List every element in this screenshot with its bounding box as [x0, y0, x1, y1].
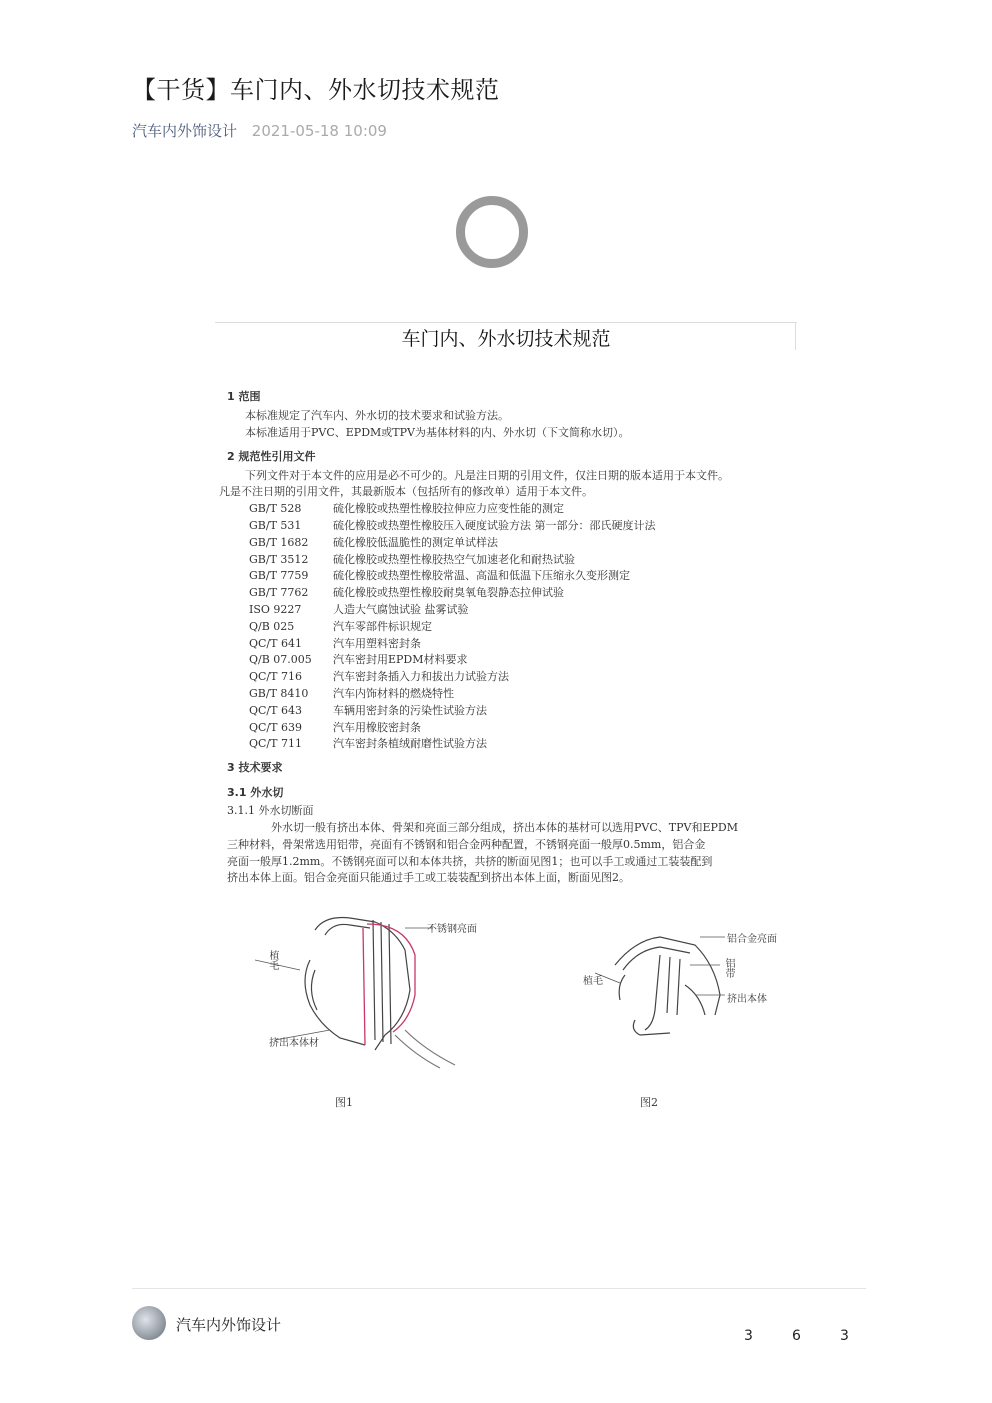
section-1-para-1: 本标准规定了汽车内、外水切的技术要求和试验方法。: [245, 409, 509, 422]
section-3-1-1-line-3: 亮面一般厚1.2mm。不锈钢亮面可以和本体共挤，共挤的断面见图1；也可以手工或通过工装装配到: [227, 854, 713, 868]
reference-code: GB/T 7762: [249, 586, 309, 600]
reference-code: Q/B 025: [249, 619, 295, 633]
reference-name: 汽车密封条植绒耐磨性试验方法: [333, 737, 487, 751]
reference-name: 汽车用橡胶密封条: [333, 720, 421, 734]
figures-area: [255, 910, 795, 1110]
reference-code: GB/T 3512: [249, 552, 309, 566]
footer-count-2: 6: [792, 1328, 801, 1344]
footer-count-3: 3: [840, 1328, 849, 1344]
footer-divider: [132, 1288, 866, 1289]
reference-name: 硫化橡胶低温脆性的测定单试样法: [333, 535, 498, 549]
reference-name: 硫化橡胶或热塑性橡胶热空气加速老化和耐热试验: [333, 552, 575, 566]
section-3-1-1-line-4: 挤出本体上面。铝合金亮面只能通过手工或工装装配到挤出本体上面，断面见图2。: [227, 871, 630, 885]
publish-date: 2021-05-18 10:09: [251, 122, 387, 140]
figure-2-label-flock: 植毛: [583, 976, 603, 987]
reference-name: 汽车零部件标识规定: [333, 619, 432, 633]
figure-2-label-frame: 铝带: [723, 958, 734, 978]
reference-item: [249, 518, 805, 535]
figure-2-label-body: 挤出本体: [727, 994, 767, 1005]
figure-2-caption: 图2: [640, 1096, 658, 1109]
reference-code: QC/T 641: [249, 636, 302, 650]
section-2-para-1: 下列文件对于本文件的应用是必不可少的。凡是注日期的引用文件，仅注日期的版本适用于本文件。: [245, 468, 729, 482]
reference-name: 硫化橡胶或热塑性橡胶耐臭氧龟裂静态拉伸试验: [333, 586, 564, 600]
reference-code: GB/T 8410: [249, 686, 309, 700]
doc-body: [215, 382, 805, 887]
reference-item: [249, 652, 805, 669]
section-3-1-1-line-1: 外水切一般有挤出本体、骨架和亮面三部分组成，挤出本体的基材可以选用PVC、TPV和EPDM: [271, 820, 738, 834]
reference-code: QC/T 639: [249, 720, 302, 734]
reference-name: 汽车密封条插入力和拔出力试验方法: [333, 670, 509, 684]
reference-code: QC/T 716: [249, 670, 302, 684]
reference-item: [249, 568, 805, 585]
reference-list: [215, 501, 805, 753]
reference-item: [249, 720, 805, 737]
reference-code: GB/T 7759: [249, 569, 309, 583]
reference-item: [249, 686, 805, 703]
section-1-heading: 1 范围: [227, 390, 261, 403]
account-name[interactable]: 汽车内外饰设计: [176, 1316, 282, 1334]
reference-item: [249, 736, 805, 753]
author-link[interactable]: 汽车内外饰设计: [132, 122, 238, 140]
article-title: 【干货】车门内、外水切技术规范: [132, 76, 500, 104]
reference-item: [249, 602, 805, 619]
section-2-heading: 2 规范性引用文件: [227, 449, 316, 463]
figure-1-label-flock: 植毛: [267, 950, 278, 970]
reference-item: [249, 636, 805, 653]
reference-code: ISO 9227: [249, 602, 302, 616]
footer-count-1: 3: [744, 1328, 753, 1344]
figure-1-label-steel: 不锈钢亮面: [427, 924, 477, 935]
reference-item: [249, 552, 805, 569]
reference-name: 汽车密封用EPDM材料要求: [333, 653, 468, 667]
figure-1-label-body: 挤出本体材: [269, 1038, 319, 1049]
figure-1-caption: 图1: [335, 1096, 353, 1109]
account-avatar[interactable]: [132, 1306, 166, 1340]
figure-2-label-alu: 铝合金亮面: [727, 934, 777, 945]
section-3-1-1-heading: 3.1.1 外水切断面: [227, 804, 314, 818]
reference-name: 汽车内饰材料的燃烧特性: [333, 686, 454, 700]
reference-item: [249, 703, 805, 720]
reference-item: [249, 585, 805, 602]
doc-top-rule: [215, 322, 797, 323]
section-1-para-2: 本标准适用于PVC、EPDM或TPV为基体材料的内、外水切（下文简称水切）。: [245, 425, 630, 439]
reference-code: GB/T 531: [249, 518, 302, 532]
reference-code: QC/T 711: [249, 737, 302, 751]
reference-code: GB/T 528: [249, 502, 302, 516]
reference-name: 汽车用塑料密封条: [333, 636, 421, 650]
section-3-1-heading: 3.1 外水切: [227, 786, 284, 800]
doc-title: 车门内、外水切技术规范: [401, 328, 611, 350]
reference-name: 人造大气腐蚀试验 盐雾试验: [333, 602, 469, 616]
loading-spinner-icon: [456, 196, 528, 268]
reference-name: 硫化橡胶或热塑性橡胶压入硬度试验方法 第一部分：邵氏硬度计法: [333, 518, 656, 532]
reference-code: Q/B 07.005: [249, 653, 312, 667]
section-2-para-2: 凡是不注日期的引用文件，其最新版本（包括所有的修改单）适用于本文件。: [219, 485, 593, 499]
reference-code: GB/T 1682: [249, 535, 309, 549]
reference-name: 车辆用密封条的污染性试验方法: [333, 703, 487, 717]
reference-name: 硫化橡胶或热塑性橡胶常温、高温和低温下压缩永久变形测定: [333, 569, 630, 583]
section-3-1-1-line-2: 三种材料，骨架常选用铝带，亮面有不锈钢和铝合金两种配置，不锈钢亮面一般厚0.5mm，铝合金: [227, 837, 706, 851]
section-3-heading: 3 技术要求: [227, 761, 283, 775]
article-meta: [132, 120, 387, 141]
reference-name: 硫化橡胶或热塑性橡胶拉伸应力应变性能的测定: [333, 502, 564, 516]
reference-item: [249, 501, 805, 518]
reference-item: [249, 619, 805, 636]
reference-code: QC/T 643: [249, 703, 302, 717]
reference-item: [249, 669, 805, 686]
reference-item: [249, 535, 805, 552]
